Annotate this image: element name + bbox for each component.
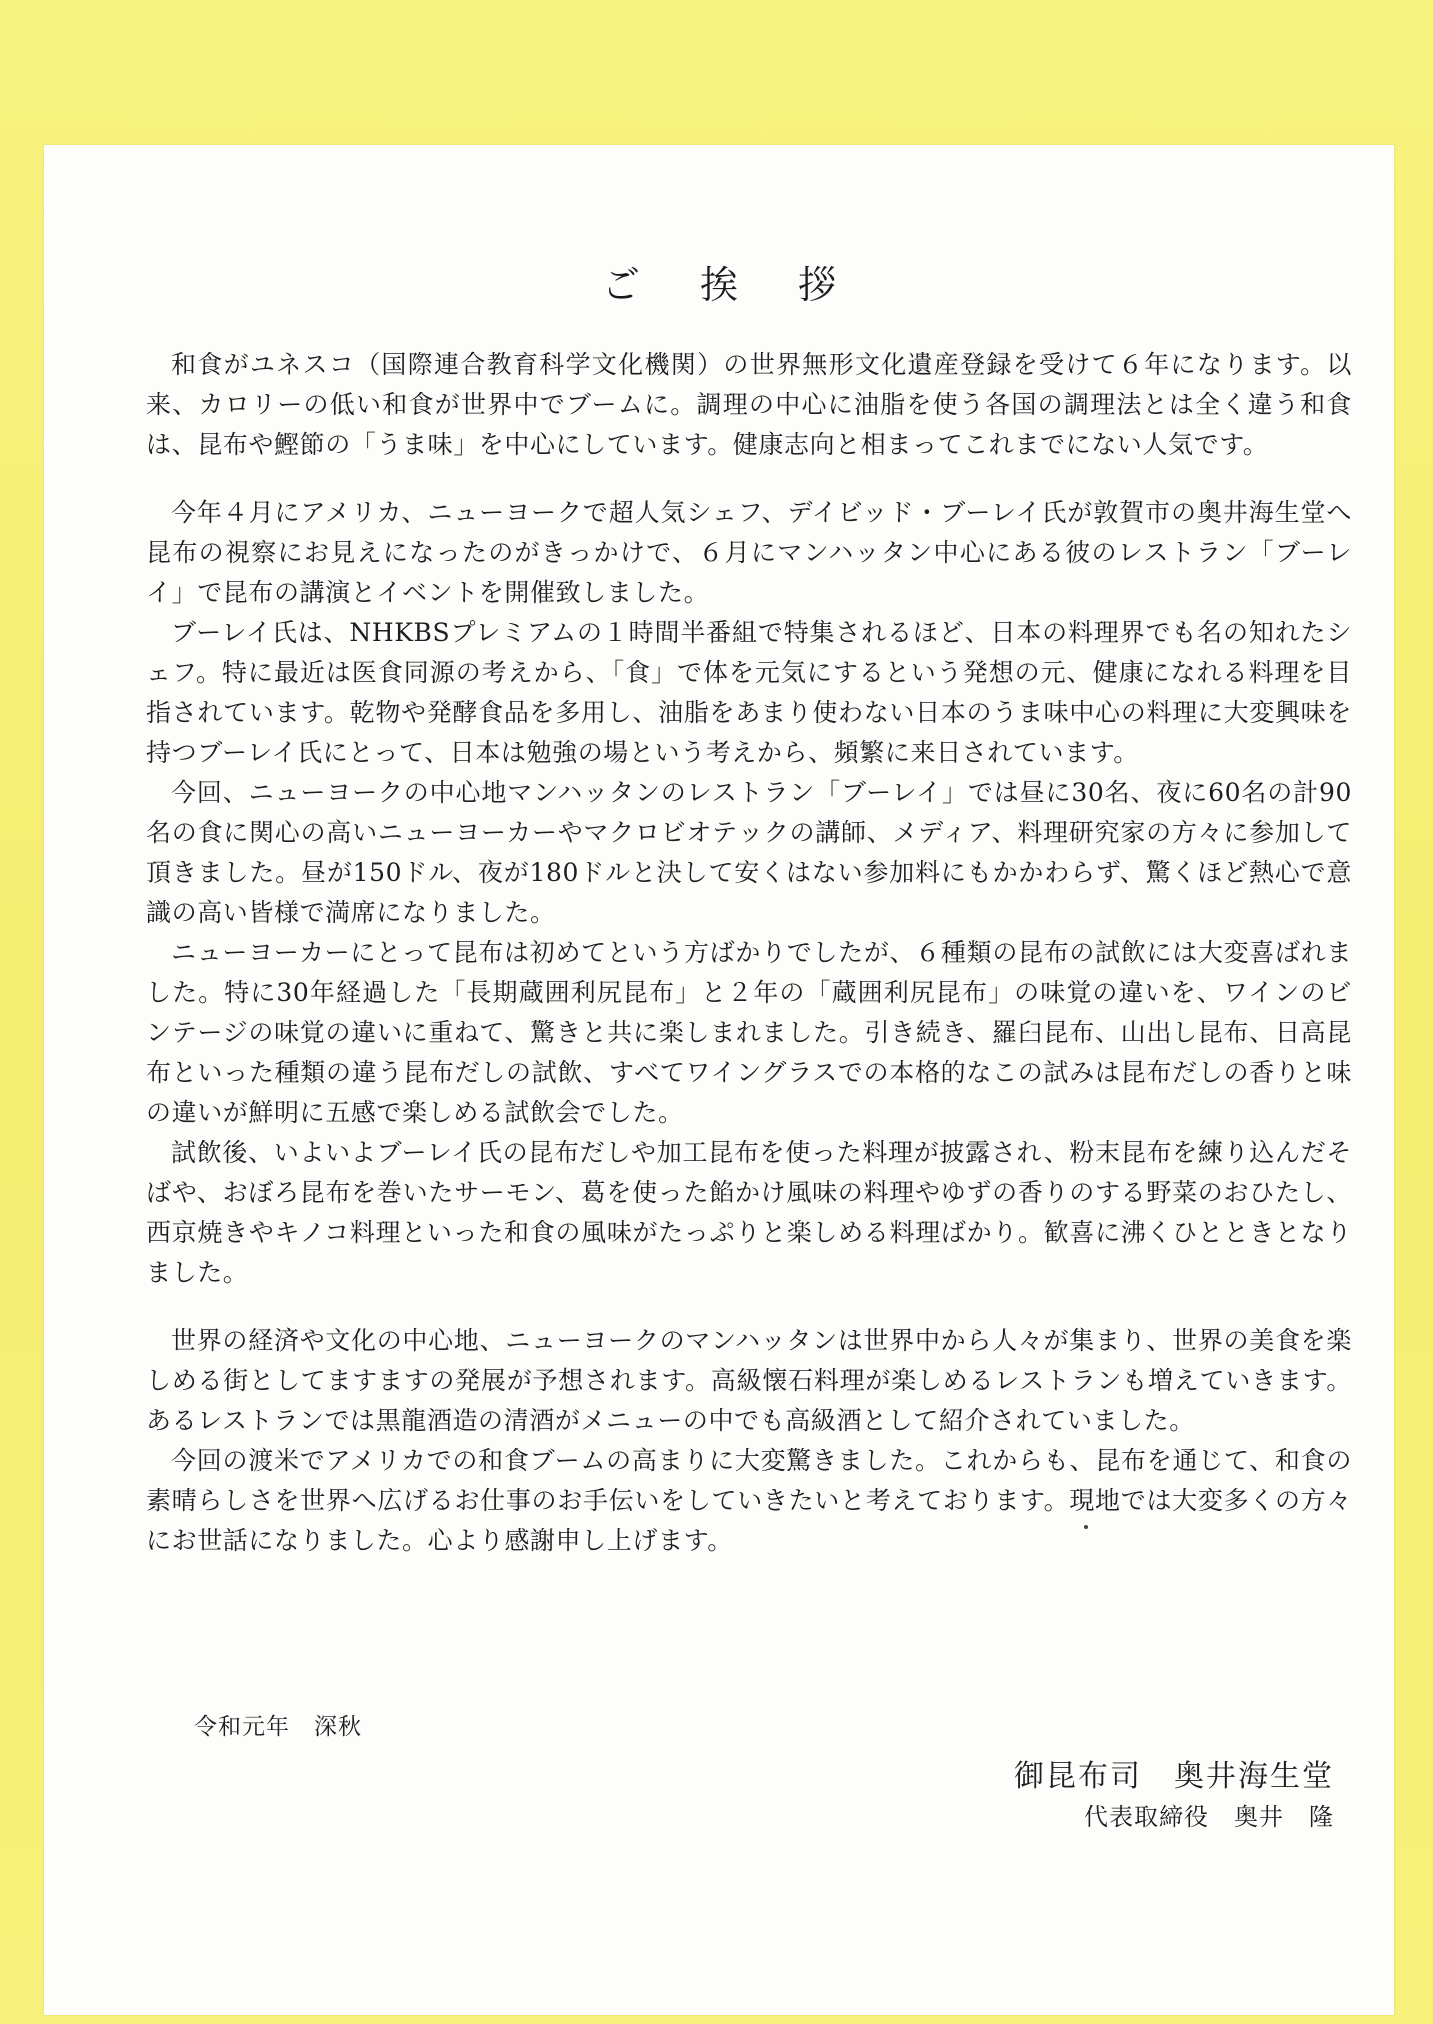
paragraph-8: 今回の渡米でアメリカでの和食ブームの高まりに大変驚きました。これからも、昆布を通じて、和食の素晴らしさを世界へ広げるお仕事のお手伝いをしていきたいと考えております。現地では大変多くの方々にお世話になりました。心より感謝申し上げます。 — [146, 1446, 1352, 1555]
letter-body — [146, 345, 1352, 1561]
paragraph-5: ニューヨーカーにとって昆布は初めてという方ばかりでしたが、６種類の昆布の試飲には大変喜ばれました。特に30年経過した「長期蔵囲利尻昆布」と２年の「蔵囲利尻昆布」の味覚の違いを、ワインのビンテージの味覚の違いに重ねて、驚きと共に楽しまれました。引き続き、羅臼昆布、山出し昆布、日高昆布といった種類の違う昆布だしの試飲、すべてワイングラスでの本格的なこの試みは昆布だしの香りと味の違いが鮮明に五感で楽しめる試飲会でした。 — [146, 938, 1352, 1127]
paragraph-3: ブーレイ氏は、NHKBSプレミアムの１時間半番組で特集されるほど、日本の料理界でも名の知れたシェフ。特に最近は医食同源の考えから、「食」で体を元気にするという発想の元、健康になれる料理を目指されています。乾物や発酵食品を多用し、油脂をあまり使わない日本のうま味中心の料理に大変興味を持つブーレイ氏にとって、日本は勉強の場という考えから、頻繁に来日されています。 — [146, 618, 1352, 767]
paragraph-1: 和食がユネスコ（国際連合教育科学文化機関）の世界無形文化遺産登録を受けて６年になります。以来、カロリーの低い和食が世界中でブームに。調理の中心に油脂を使う各国の調理法とは全く違う和食は、昆布や鰹節の「うま味」を中心にしています。健康志向と相まってこれまでにない人気です。 — [146, 350, 1352, 459]
paragraph-2: 今年４月にアメリカ、ニューヨークで超人気シェフ、デイビッド・ブーレイ氏が敦賀市の奥井海生堂へ昆布の視察にお見えになったのがきっかけで、６月にマンハッタン中心にある彼のレストラン「ブーレイ」で昆布の講演とイベントを開催致しました。 — [146, 498, 1352, 607]
scan-speck — [1084, 1525, 1088, 1529]
letter-date: 令和元年 深秋 — [194, 1714, 362, 1740]
paragraph-7: 世界の経済や文化の中心地、ニューヨークのマンハッタンは世界中から人々が集まり、世界の美食を楽しめる街としてますますの発展が予想されます。高級懐石料理が楽しめるレストランも増えていきます。あるレストランでは黒龍酒造の清酒がメニューの中でも高級酒として紹介されていました。 — [146, 1326, 1352, 1435]
representative-name: 代表取締役 奥井 隆 — [1084, 1803, 1334, 1831]
letter-sheet — [44, 145, 1394, 2015]
paragraph-6: 試飲後、いよいよブーレイ氏の昆布だしや加工昆布を使った料理が披露され、粉末昆布を練り込んだそばや、おぼろ昆布を巻いたサーモン、葛を使った餡かけ風味の料理やゆずの香りのする野菜のおひたし、西京焼きやキノコ料理といった和食の風味がたっぷりと楽しめる料理ばかり。歓喜に沸くひとときとなりました。 — [146, 1138, 1352, 1287]
company-name: 御昆布司 奥井海生堂 — [1014, 1759, 1334, 1794]
letter-title: ご 挨 拶 — [601, 263, 861, 307]
paragraph-4: 今回、ニューヨークの中心地マンハッタンのレストラン「ブーレイ」では昼に30名、夜に60名の計90名の食に関心の高いニューヨーカーやマクロビオテックの講師、メディア、料理研究家の方々に参加して頂きました。昼が150ドル、夜が180ドルと決して安くはない参加料にもかかわらず、驚くほど熱心で意識の高い皆様で満席になりました。 — [146, 778, 1352, 927]
signature-block — [1014, 1755, 1334, 1835]
